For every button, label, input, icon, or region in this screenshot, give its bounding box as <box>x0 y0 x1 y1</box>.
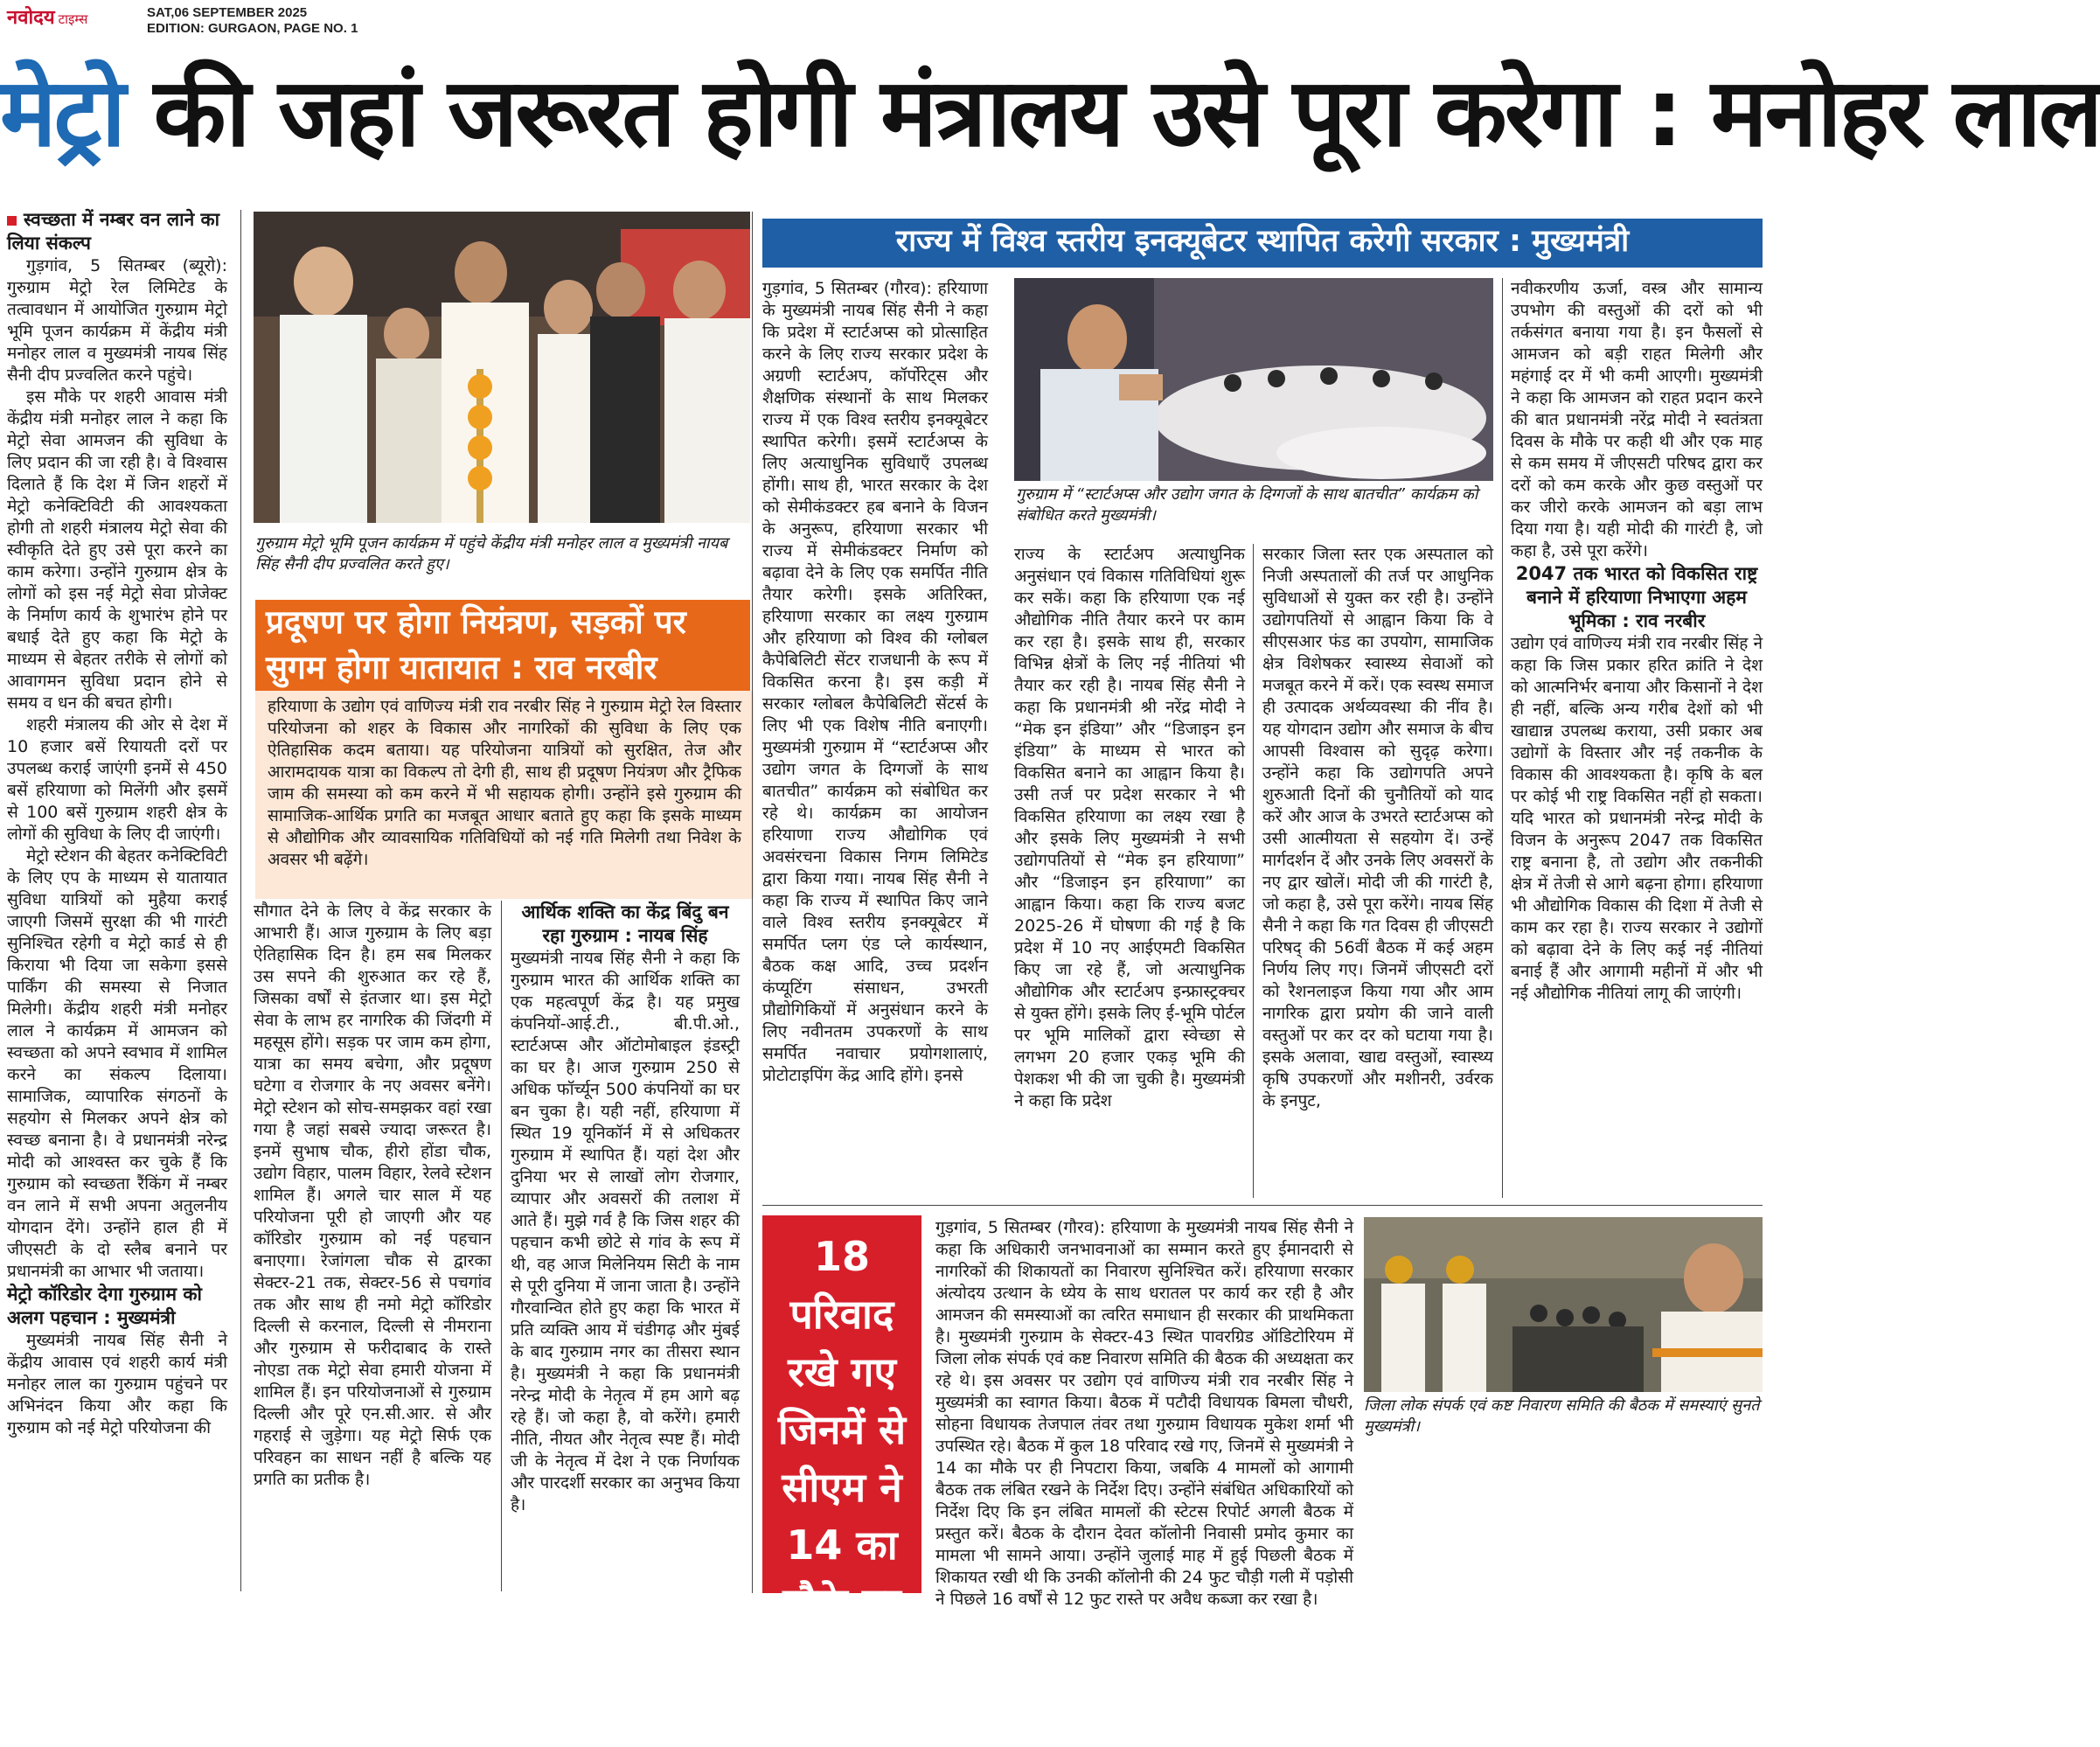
photo3-caption: जिला लोक संपर्क एवं कष्ट निवारण समिति की बैठक में समस्याएं सुनते मुख्यमंत्री। <box>1364 1396 1760 1436</box>
photo-grievance-meeting <box>1364 1217 1763 1392</box>
middle-column-b <box>511 901 740 1591</box>
issue-date: SAT,06 SEPTEMBER 2025 <box>147 5 308 20</box>
red-highlight-box: 18 परिवाद रखे गए जिनमें से सीएम ने 14 का मौके पर ही निपटारा किया <box>762 1215 921 1593</box>
right-col4-text-b: उद्योग एवं वाणिज्य मंत्री राव नरबीर सिंह ने कहा कि जिस प्रकार हरित क्रांति ने देश को आत्मनिर्भर बनाया और किसानों ने देश ही नहीं, बल्कि अन्य गरीब देशों को भी खाद्यान्न उपलब्ध कराया, उसी प्रकार अब उद्योगों के विस्तार और नई तकनीक के विकास की आवश्यकता है। कृषि के बल पर कोई भी राष्ट्र विकसित नहीं हो सकता। यदि भारत को प्रधानमंत्री नरेन्द्र मोदी के विजन के अनुरूप 2047 तक विकसित राष्ट्र बनाना है, तो उद्योग और तकनीकी क्षेत्र में तेजी से आगे बढ़ना होगा। हरियाणा भी औद्योगिक विकास की दिशा में तेजी से काम कर रहा है। राज्य सरकार ने उद्योगों को बढ़ावा देने के लिए कई नई नीतियां बनाई हैं और आगामी महीनों में और भी नई औद्योगिक नीतियां लागू की जाएंगी। <box>1511 634 1763 1003</box>
right-col1-text: गुड़गांव, 5 सितम्बर (गौरव): हरियाणा के मुख्यमंत्री नायब सिंह सैनी ने कहा कि प्रदेश में स्टार्टअप्स को प्रोत्साहित करने के लिए राज्य सरकार प्रदेश के अग्रणी स्टार्टअप, कॉर्पोरेट्स और शैक्षणिक संस्थानों के साथ मिलकर राज्य में एक विश्व स्तरीय इनक्यूबेटर स्थापित करेगी। इसमें स्टार्टअप्स के लिए अत्याधुनिक सुविधाएँ उपलब्ध होंगी। साथ ही, भारत सरकार के देश को सेमीकंडक्टर हब बनाने के विजन के अनुरूप, हरियाणा सरकार भी राज्य में सेमीकंडक्टर निर्माण को बढ़ावा देने के लिए एक समर्पित नीति तैयार करेगी। इसके अतिरिक्त, हरियाणा सरकार का लक्ष्य गुरुग्राम और हरियाणा को विश्व की ग्लोबल कैपेबिलिटी सेंटर राजधानी के रूप में विकसित करना है। इस कड़ी में सरकार ग्लोबल कैपेबिलिटी सेंटर्स के लिए भी एक विशेष नीति बनाएगी। मुख्यमंत्री गुरुग्राम में “स्टार्टअप्स और उद्योग जगत के दिग्गजों के साथ बातचीत” कार्यक्रम को संबोधित कर रहे थे। कार्यक्रम का आयोजन हरियाणा राज्य औद्योगिक एवं अवसंरचना विकास निगम लिमिटेड द्वारा किया गया। नायब सिंह सैनी ने कहा कि राज्य में स्थापित किए जाने वाले विश्व स्तरीय इनक्यूबेटर में समर्पित प्लग एंड प्ले कार्यस्थान, बैठक कक्ष आदि, उच्च प्रदर्शन कंप्यूटिंग संसाधन, उभरती प्रौद्योगिकियों में अनुसंधान करने के लिए नवीनतम उपकरणों के साथ समर्पित नवाचार प्रयोगशालाएं, प्रोटोटाइपिंग केंद्र आदि होंगे। इनसे <box>762 279 988 1085</box>
right-column-3 <box>1262 544 1493 1198</box>
right-col4-subhead: 2047 तक भारत को विकसित राष्ट्र बनाने में हरियाणा निभाएगा अहम भूमिका : राव नरबीर <box>1515 563 1758 631</box>
blue-banner-headline: राज्य में विश्व स्तरीय इनक्यूबेटर स्थापित करेगी सरकार : मुख्यमंत्री <box>762 219 1763 268</box>
photo-startup-event <box>1014 278 1493 481</box>
orange-box-body: हरियाणा के उद्योग एवं वाणिज्य मंत्री राव नरबीर सिंह ने गुरुग्राम मेट्रो रेल विस्तार परियोजना को शहर के विकास और नागरिकों की सुविधा के लिए एक ऐतिहासिक कदम बताया। यह परियोजना यात्रियों को सुरक्षित, तेज और आरामदायक यात्रा का विकल्प तो देगी ही, साथ ही प्रदूषण नियंत्रण और ट्रैफिक जाम की समस्या को कम करने में भी सहायक होगी। उन्होंने इसे गुरुग्राम की सामाजिक-आर्थिक प्रगति का मजबूत आधार बताते हुए कहा कि इसके माध्यम से औद्योगिक और व्यावसायिक गतिविधियों को नई गति मिलेगी तथा निवेश के अवसर भी बढ़ेंगे। <box>255 691 754 899</box>
right-column-1 <box>762 278 988 1198</box>
left-para-last: मुख्यमंत्री नायब सिंह सैनी ने केंद्रीय आवास एवं शहरी कार्य मंत्री मनोहर लाल का गुरुग्राम पहुंचने पर अभिनंदन किया और कहा कि गुरुग्राम को नई मेट्रो परियोजना की <box>7 1331 227 1437</box>
bottom-story-text: गुड़गांव, 5 सितम्बर (गौरव): हरियाणा के मुख्यमंत्री नायब सिंह सैनी ने कहा कि अधिकारी जनभावनाओं का सम्मान करते हुए ईमानदारी से नागरिकों की शिकायतों का निवारण सुनिश्चित करें। हरियाणा सरकार अंत्योदय उत्थान के ध्येय के साथ धरातल पर कार्य कर रही है और आमजन की समस्याओं का त्वरित समाधान ही सरकार की प्राथमिकता है। मुख्यमंत्री गुरुग्राम के सेक्टर-43 स्थित पावरग्रिड ऑडिटोरियम में जिला लोक संपर्क एवं कष्ट निवारण समिति की बैठक की अध्यक्षता कर रहे थे। इस अवसर पर उद्योग एवं वाणिज्य मंत्री राव नरबीर सिंह ने मुख्यमंत्री का स्वागत किया। बैठक में पटौदी विधायक बिमला चौधरी, सोहना विधायक तेजपाल तंवर तथा गुरुग्राम विधायक मुकेश शर्मा भी उपस्थित रहे। बैठक में कुल 18 परिवाद रखे गए, जिनमें से मुख्यमंत्री ने 14 का मौके पर ही निपटारा किया, जबकि 4 मामलों को आगामी बैठक तक लंबित रखने के निर्देश दिए। उन्होंने संबंधित अधिकारियों को निर्देश दिए कि इन लंबित मामलों की स्टेटस रिपोर्ट अगली बैठक में प्रस्तुत करें। बैठक के दौरान देवत कॉलोनी निवासी प्रमोद कुमार का मामला भी सामने आया। उन्होंने जुलाई माह में हुई पिछली बैठक में शिकायत रखी थी कि उनकी कॉलोनी की 24 फुट चौड़ी गली में पड़ोसी ने पिछले 16 वर्षों से 12 फुट रास्ते पर अवैध कब्जा कर रखा है। <box>935 1218 1353 1609</box>
column-rule <box>752 212 753 1593</box>
left-para: शहरी मंत्रालय की ओर से देश में 10 हजार बसें रियायती दरों पर उपलब्ध कराई जाएंगी इनमें से 450 बसें हरियाणा को मिलेंगी और इसमें से 100 बसें गुरुग्राम शहरी क्षेत्र के लोगों की सुविधा के लिए दी जाएंगी। <box>7 715 227 844</box>
right-column-2 <box>1014 544 1245 1198</box>
left-subhead-2: मेट्रो कॉरिडोर देगा गुरुग्राम को अलग पहचान : मुख्यमंत्री <box>7 1284 202 1328</box>
column-rule <box>240 210 241 1591</box>
middle-column-a <box>254 901 491 1591</box>
main-headline <box>0 52 2100 175</box>
orange-box-headline: प्रदूषण पर होगा नियंत्रण, सड़कों पर सुगम होगा यातायात : राव नरबीर <box>255 600 750 691</box>
mid-col-b-text: मुख्यमंत्री नायब सिंह सैनी ने कहा कि गुरुग्राम भारत की आर्थिक शक्ति का एक महत्वपूर्ण केंद्र है। यह प्रमुख कंपनियों-आई.टी., बी.पी.ओ., स्टार्टअप्स और ऑटोमोबाइल इंडस्ट्री का घर है। आज गुरुग्राम 250 से अधिक फॉर्च्यून 500 कंपनियों का घर बन चुका है। यही नहीं, हरियाणा में स्थित 19 यूनिकॉर्न में से अधिकतर गुरुग्राम में स्थापित हैं। यहां देश और दुनिया भर से लाखों लोग रोजगार, व्यापार और अवसरों की तलाश में आते हैं। मुझे गर्व है कि जिस शहर की पहचान कभी छोटे से गांव के रूप में थी, वह आज मिलेनियम सिटी के नाम से पूरी दुनिया में जाना जाता है। उन्होंने गौरवान्वित होते हुए कहा कि भारत में प्रति व्यक्ति आय में चंडीगढ़ और मुंबई के बाद गुरुग्राम नगर का तीसरा स्थान है। मुख्यमंत्री ने कहा कि प्रधानमंत्री नरेन्द्र मोदी के नेतृत्व में हम आगे बढ़ रहे हैं। जो कहा है, वो करेंगे। हमारी नीति, नीयत और नेतृत्व स्पष्ट हैं। मोदी जी के नेतृत्व में देश ने एक निर्णायक और पारदर्शी सरकार का अनुभव किया है। <box>511 949 740 1514</box>
left-para: गुड़गांव, 5 सितम्बर (ब्यूरो): गुरुग्राम मेट्रो रेल लिमिटेड के तत्वावधान में आयोजित गुरुग्राम मेट्रो भूमि पूजन कार्यक्रम में केंद्रीय मंत्री मनोहर लाल व मुख्यमंत्री नायब सिंह सैनी दीप प्रज्वलित करने पहुंचे। <box>7 256 227 385</box>
left-para: इस मौके पर शहरी आवास मंत्री केंद्रीय मंत्री मनोहर लाल ने कहा कि मेट्रो सेवा आमजन की सुविधा के लिए प्रदान की जा रही है। वे विश्वास दिलाते हैं कि देश में जिन शहरों में मेट्रो कनेक्टिविटी की आवश्यकता होगी तो शहरी मंत्रालय मेट्रो सेवा की स्वीकृति देते हुए उसे पूरा करने का काम करेगा। उन्होंने गुरुग्राम क्षेत्र के लोगों को इस नई मेट्रो सेवा प्रोजेक्ट के निर्माण कार्य के शुभारंभ होने पर बधाई देते हुए कहा कि मेट्रो के माध्यम से बेहतर तरीके से लोगों को आवागमन सुविधा प्रदान होने से समय व धन की बचत होगी। <box>7 387 227 713</box>
column-rule <box>1253 544 1254 1198</box>
right-col2-text: राज्य के स्टार्टअप अत्याधुनिक अनुसंधान एवं विकास गतिविधियां शुरू कर सकें। कहा कि हरियाणा एक नई औद्योगिक नीति तैयार करने पर काम कर रहा है। इसके साथ ही, सरकार विभिन्न क्षेत्रों के लिए नई नीतियां भी तैयार कर रही है। नायब सिंह सैनी ने कहा कि प्रधानमंत्री श्री नरेंद्र मोदी ने “मेक इन इंडिया” और “डिजाइन इन इंडिया” के माध्यम से भारत को विकसित बनाने का आह्वान किया है। उसी तर्ज पर प्रदेश सरकार ने भी विकसित हरियाणा का लक्ष्य रखा है और इसके लिए मुख्यमंत्री ने सभी उद्योगपतियों से “मेक इन हरियाणा” और “डिजाइन इन हरियाणा” का आह्वान किया। कहा कि राज्य बजट 2025-26 में घोषणा की गई है कि प्रदेश में 10 नए आईएमटी विकसित किए जा रहे हैं, जो अत्याधुनिक औद्योगिक और स्टार्टअप इन्फ्रास्ट्रक्चर से युक्त होंगे। इसके लिए ई-भूमि पोर्टल पर भूमि मालिकों द्वारा स्वेच्छा से लगभग 20 हजार एकड़ भूमि की पेशकश भी की जा चुकी है। मुख्यमंत्री ने कहा कि प्रदेश <box>1014 545 1245 1110</box>
mid-col-b-subhead: आर्थिक शक्ति का केंद्र बिंदु बन रहा गुरुग्राम : नायब सिंह <box>521 901 729 946</box>
bottom-story-top <box>935 1217 1353 1609</box>
logo-subtext: टाइम्स <box>58 11 88 27</box>
photo2-caption: गुरुग्राम में “स्टार्टअप्स और उद्योग जगत के दिग्गजों के साथ बातचीत” कार्यक्रम को संबोधित करते मुख्यमंत्री। <box>1016 485 1478 525</box>
right-column-4 <box>1511 278 1763 1198</box>
headline-rest: की जहां जरूरत होगी मंत्रालय उसे पूरा करेगा : मनोहर लाल <box>123 59 2100 168</box>
logo-text: नवोदय <box>7 7 55 29</box>
bullet-square-icon <box>7 216 17 226</box>
photo-metro-ceremony <box>254 212 750 523</box>
left-column <box>7 208 227 1590</box>
dateline <box>147 5 358 37</box>
mid-col-a-text: सौगात देने के लिए वे केंद्र सरकार के आभारी हैं। आज गुरुग्राम के लिए बड़ा ऐतिहासिक दिन है। हम सब मिलकर उस सपने की शुरुआत कर रहे हैं, जिसका वर्षों से इंतजार था। इस मेट्रो सेवा के लाभ हर नागरिक की जिंदगी में महसूस होंगे। सड़क पर जाम कम होगा, यात्रा का समय बचेगा, और प्रदूषण घटेगा व रोजगार के नए अवसर बनेंगे। मेट्रो स्टेशन को सोच-समझकर वहां रखा गया है जहां सबसे ज्यादा जरूरत है। इनमें सुभाष चौक, हीरो होंडा चौक, उद्योग विहार, पालम विहार, रेलवे स्टेशन शामिल हैं। अगले चार साल में यह परियोजना पूरी हो जाएगी और यह कॉरिडोर गुरुग्राम को नई पहचान बनाएगा। रेजांगला चौक से द्वारका सेक्टर-21 तक, सेक्टर-56 से पचगांव तक और साथ ही नमो मेट्रो कॉरिडोर दिल्ली से करनाल, दिल्ली से नीमराना और गुरुग्राम से फरीदाबाद के रास्ते नोएडा तक मेट्रो सेवा हमारी योजना में शामिल हैं। इन परियोजनाओं से गुरुग्राम दिल्ली और पूरे एन.सी.आर. से और गहराई से जुड़ेगा। यह मेट्रो सिर्फ एक परिवहन का साधन नहीं है बल्कि यह प्रगति का प्रतीक है। <box>254 901 491 1489</box>
right-col4-text-a: नवीकरणीय ऊर्जा, वस्त्र और सामान्य उपभोग की वस्तुओं की दरों को भी तर्कसंगत बनाया गया है। इन फैसलों से आमजन को बड़ी राहत मिलेगी और महंगाई दर में भी कमी आएगी। मुख्यमंत्री ने कहा कि आमजन को राहत प्रदान करने की बात प्रधानमंत्री नरेंद्र मोदी ने स्वतंत्रता दिवस के मौके पर कही थी और एक माह से कम समय में जीएसटी परिषद द्वारा कर दरों को कम करके और कुछ वस्तुओं पर कर जीरो करके आमजन को बड़ा लाभ दिया गया है। यही मोदी की गारंटी है, जो कहा है, उसे पूरा करेंगे। <box>1511 279 1763 560</box>
column-rule <box>1502 278 1503 1198</box>
section-rule <box>762 1205 1763 1206</box>
headline-highlight: मेट्रो <box>0 59 123 168</box>
left-para: मेट्रो स्टेशन की बेहतर कनेक्टिविटी के लिए एप के माध्यम से यातायात सुविधा यात्रियों को मुहैया कराई जाएगी जिसमें सुरक्षा की भी गारंटी सुनिश्चित रहेगी व मेट्रो कार्ड से ही किराया भी दिया जा सकेगा इससे पार्किंग की समस्या से निजात मिलेगी। केंद्रीय शहरी मंत्री मनोहर लाल ने कार्यक्रम में आमजन को स्वच्छता को अपने स्वभाव में शामिल करने का संकल्प दिलाया। सामाजिक, व्यापारिक संगठनों के सहयोग से मिलकर अपने क्षेत्र को स्वच्छ बनाना है। वे प्रधानमंत्री नरेन्द्र मोदी को आश्वस्त कर चुके हैं कि गुरुग्राम को स्वच्छता रैंकिंग में नम्बर वन लाने में सभी अपना अतुलनीय योगदान देंगे। उन्होंने हाल ही में जीएसटी के दो स्लैब बनाने पर प्रधानमंत्री का आभार भी जताया। <box>7 846 227 1281</box>
edition-info: EDITION: GURGAON, PAGE NO. 1 <box>147 21 358 36</box>
right-col3-text: सरकार जिला स्तर एक अस्पताल को निजी अस्पतालों की तर्ज पर आधुनिक सुविधाओं से युक्त कर रही है। उन्होंने उद्योगपतियों से आह्वान किया कि वे सीएसआर फंड का उपयोग, सामाजिक क्षेत्र विशेषकर स्वास्थ्य सेवाओं को मजबूत करने में करें। एक स्वस्थ समाज ही उत्पादक अर्थव्यवस्था की नींव है। यह योगदान उद्योग और समाज के बीच आपसी विश्वास को सुदृढ़ करेगा। उन्होंने कहा कि उद्योगपति अपने शुरुआती दिनों की चुनौतियों को याद करें और आज के उभरते स्टार्टअप्स को उसी आत्मीयता से सहयोग दें। उन्हें मार्गदर्शन दें और उनके लिए अवसरों के नए द्वार खोलें। मोदी जी की गारंटी है, जो कहा है, उसे पूरा करेंगे। नायब सिंह सैनी ने कहा कि गत दिवस ही जीएसटी परिषद् की 56वीं बैठक में कई अहम निर्णय लिए गए। जिनमें जीएसटी दरों को रैशनलाइज किया गया और आम नागरिक द्वारा प्रयोग की जाने वाली वस्तुओं पर कर दर को घटाया गया है। इसके अलावा, खाद्य वस्तुओं, स्वास्थ्य कृषि उपकरणों और मशीनरी, उर्वरक के इनपुट, <box>1262 545 1493 1110</box>
bottom-story-continued <box>935 1479 1763 1591</box>
newspaper-logo <box>7 3 147 38</box>
column-rule <box>501 901 502 1591</box>
left-subhead-1: स्वच्छता में नम्बर वन लाने का लिया संकल्प <box>7 209 220 254</box>
photo1-caption: गुरुग्राम मेट्रो भूमि पूजन कार्यक्रम में पहुंचे केंद्रीय मंत्री मनोहर लाल व मुख्यमंत्री नायब सिंह सैनी दीप प्रज्वलित करते हुए। <box>255 534 728 574</box>
